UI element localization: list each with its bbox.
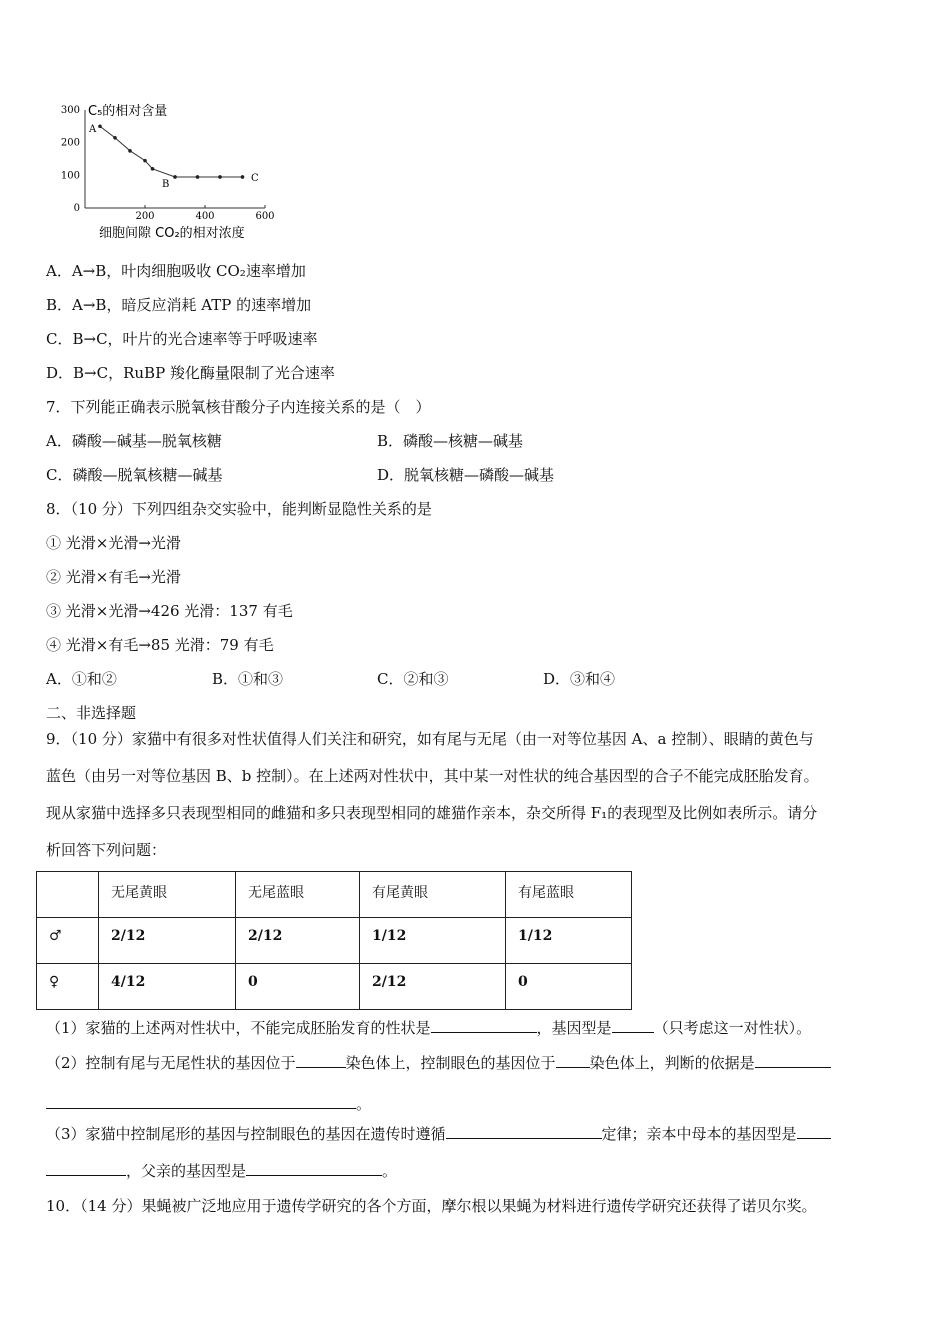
answer-blank[interactable] bbox=[797, 1124, 831, 1139]
chart-xlabel: 细胞间隙 CO₂的相对浓度 bbox=[99, 226, 245, 241]
table-header-cell: 有尾黄眼 bbox=[360, 872, 506, 918]
answer-blank[interactable] bbox=[612, 1018, 654, 1033]
q8-item-2: ② 光滑×有毛→光滑 bbox=[46, 568, 181, 586]
q8-option-d[interactable]: D．③和④ bbox=[543, 670, 616, 688]
q6-option-c[interactable]: C．B→C，叶片的光合速率等于呼吸速率 bbox=[46, 330, 318, 348]
table-header-cell: 无尾蓝眼 bbox=[236, 872, 360, 918]
q9-sub-2-text-c: 染色体上，判断的依据是 bbox=[589, 1054, 755, 1072]
q9-sub-3 bbox=[46, 1124, 906, 1144]
table-cell: 2/12 bbox=[99, 918, 236, 964]
q9-sub-1-text: （1）家猫的上述两对性状中，不能完成胚胎发育的性状是 bbox=[46, 1019, 431, 1037]
section-heading: 二、非选择题 bbox=[46, 704, 137, 722]
q9-sub-3-text-c: ，父亲的基因型是 bbox=[126, 1162, 247, 1180]
data-point bbox=[241, 175, 245, 179]
q7-option-c[interactable]: C．磷酸—脱氧核糖—碱基 bbox=[46, 466, 223, 484]
q7-option-d[interactable]: D．脱氧核糖—磷酸—碱基 bbox=[377, 466, 555, 484]
data-point bbox=[196, 175, 200, 179]
x-tick-label: 600 bbox=[255, 211, 275, 222]
data-curve bbox=[100, 126, 243, 177]
data-point bbox=[143, 159, 147, 163]
table-cell: ♀ bbox=[37, 964, 99, 1010]
q6-option-a[interactable]: A．A→B，叶肉细胞吸收 CO₂速率增加 bbox=[46, 262, 306, 280]
q9-sub-2-cont bbox=[46, 1094, 906, 1114]
q8-option-b[interactable]: B．①和③ bbox=[212, 670, 284, 688]
table-header-row bbox=[37, 872, 632, 918]
data-point bbox=[128, 149, 132, 153]
q9-sub-1-text-b: ，基因型是 bbox=[536, 1019, 612, 1037]
q6-option-d[interactable]: D．B→C，RuBP 羧化酶量限制了光合速率 bbox=[46, 364, 335, 382]
table-cell: 0 bbox=[506, 964, 632, 1010]
data-point bbox=[173, 175, 177, 179]
answer-blank[interactable] bbox=[296, 1053, 346, 1068]
table-header-cell: 无尾黄眼 bbox=[99, 872, 236, 918]
q9-sub-1-text-c: （只考虑这一对性状）。 bbox=[653, 1019, 812, 1037]
y-tick-label: 100 bbox=[60, 170, 80, 182]
table-cell: 1/12 bbox=[506, 918, 632, 964]
y-tick-label: 300 bbox=[60, 105, 80, 116]
point-label-c: C bbox=[251, 173, 259, 184]
q9-line-4: 析回答下列问题： bbox=[46, 841, 167, 859]
q9-sub-3-cont bbox=[46, 1161, 906, 1181]
answer-blank[interactable] bbox=[46, 1094, 356, 1109]
table-header-cell bbox=[37, 872, 99, 918]
table-row-female bbox=[37, 964, 632, 1010]
x-tick-label: 400 bbox=[195, 211, 215, 222]
y-tick-label: 0 bbox=[73, 203, 80, 214]
f1-phenotype-table bbox=[36, 871, 632, 1010]
table-cell: 0 bbox=[236, 964, 360, 1010]
q9-line-1: 9．（10 分）家猫中有很多对性状值得人们关注和研究，如有尾与无尾（由一对等位基因 A、a 控制）、眼睛的黄色与 bbox=[46, 730, 814, 748]
table-cell: 4/12 bbox=[99, 964, 236, 1010]
q9-sub-3-text: （3）家猫中控制尾形的基因与控制眼色的基因在遗传时遵循 bbox=[46, 1125, 446, 1143]
x-tick-label: 200 bbox=[135, 211, 155, 222]
q8-stem: 8．（10 分）下列四组杂交实验中，能判断显隐性关系的是 bbox=[46, 500, 432, 518]
data-point bbox=[98, 125, 102, 129]
table-cell: 1/12 bbox=[360, 918, 506, 964]
q10-line-1: 10．（14 分）果蝇被广泛地应用于遗传学研究的各个方面，摩尔根以果蝇为材料进行遗传学研究还获得了诺贝尔奖。 bbox=[46, 1197, 817, 1215]
point-label-a: A bbox=[89, 124, 97, 135]
q8-item-4: ④ 光滑×有毛→85 光滑：79 有毛 bbox=[46, 636, 274, 654]
answer-blank[interactable] bbox=[246, 1161, 382, 1176]
y-tick-label: 200 bbox=[60, 137, 80, 149]
q9-sub-3-end: 。 bbox=[382, 1162, 398, 1180]
point-label-b: B bbox=[162, 179, 170, 190]
c5-content-chart bbox=[55, 98, 295, 246]
q8-item-1: ① 光滑×光滑→光滑 bbox=[46, 534, 181, 552]
data-point bbox=[113, 136, 117, 140]
q9-sub-2-text: （2）控制有尾与无尾性状的基因位于 bbox=[46, 1054, 296, 1072]
answer-blank[interactable] bbox=[46, 1161, 126, 1176]
q9-sub-2-text-b: 染色体上，控制眼色的基因位于 bbox=[345, 1054, 556, 1072]
answer-blank[interactable] bbox=[755, 1053, 831, 1068]
chart-title: C₅的相对含量 bbox=[88, 104, 168, 119]
q9-sub-3-text-b: 定律；亲本中母本的基因型是 bbox=[601, 1125, 797, 1143]
q9-sub-1 bbox=[46, 1018, 906, 1038]
q8-option-c[interactable]: C．②和③ bbox=[377, 670, 449, 688]
q8-option-a[interactable]: A．①和② bbox=[46, 670, 117, 688]
q7-option-a[interactable]: A．磷酸—碱基—脱氧核糖 bbox=[46, 432, 222, 450]
q7-option-b[interactable]: B．磷酸—核糖—碱基 bbox=[377, 432, 524, 450]
q9-sub-2 bbox=[46, 1053, 906, 1073]
answer-blank[interactable] bbox=[431, 1018, 537, 1033]
q9-sub-2-end: 。 bbox=[356, 1095, 372, 1113]
data-point bbox=[151, 167, 155, 171]
q8-item-3: ③ 光滑×光滑→426 光滑：137 有毛 bbox=[46, 602, 293, 620]
table-cell: ♂ bbox=[37, 918, 99, 964]
table-cell: 2/12 bbox=[236, 918, 360, 964]
table-header-cell: 有尾蓝眼 bbox=[506, 872, 632, 918]
answer-blank[interactable] bbox=[446, 1124, 602, 1139]
q9-line-2: 蓝色（由另一对等位基因 B、b 控制）。在上述两对性状中，其中某一对性状的纯合基因型的合子不能完成胚胎发育。 bbox=[46, 767, 819, 785]
table-cell: 2/12 bbox=[360, 964, 506, 1010]
q9-line-3: 现从家猫中选择多只表现型相同的雌猫和多只表现型相同的雄猫作亲本，杂交所得 F₁的表现型及比例如表所示。请分 bbox=[46, 804, 818, 822]
answer-blank[interactable] bbox=[556, 1053, 590, 1068]
table-row-male bbox=[37, 918, 632, 964]
data-point bbox=[218, 175, 222, 179]
q6-option-b[interactable]: B．A→B，暗反应消耗 ATP 的速率增加 bbox=[46, 296, 312, 314]
q7-stem: 7．下列能正确表示脱氧核苷酸分子内连接关系的是（ ） bbox=[46, 398, 431, 416]
